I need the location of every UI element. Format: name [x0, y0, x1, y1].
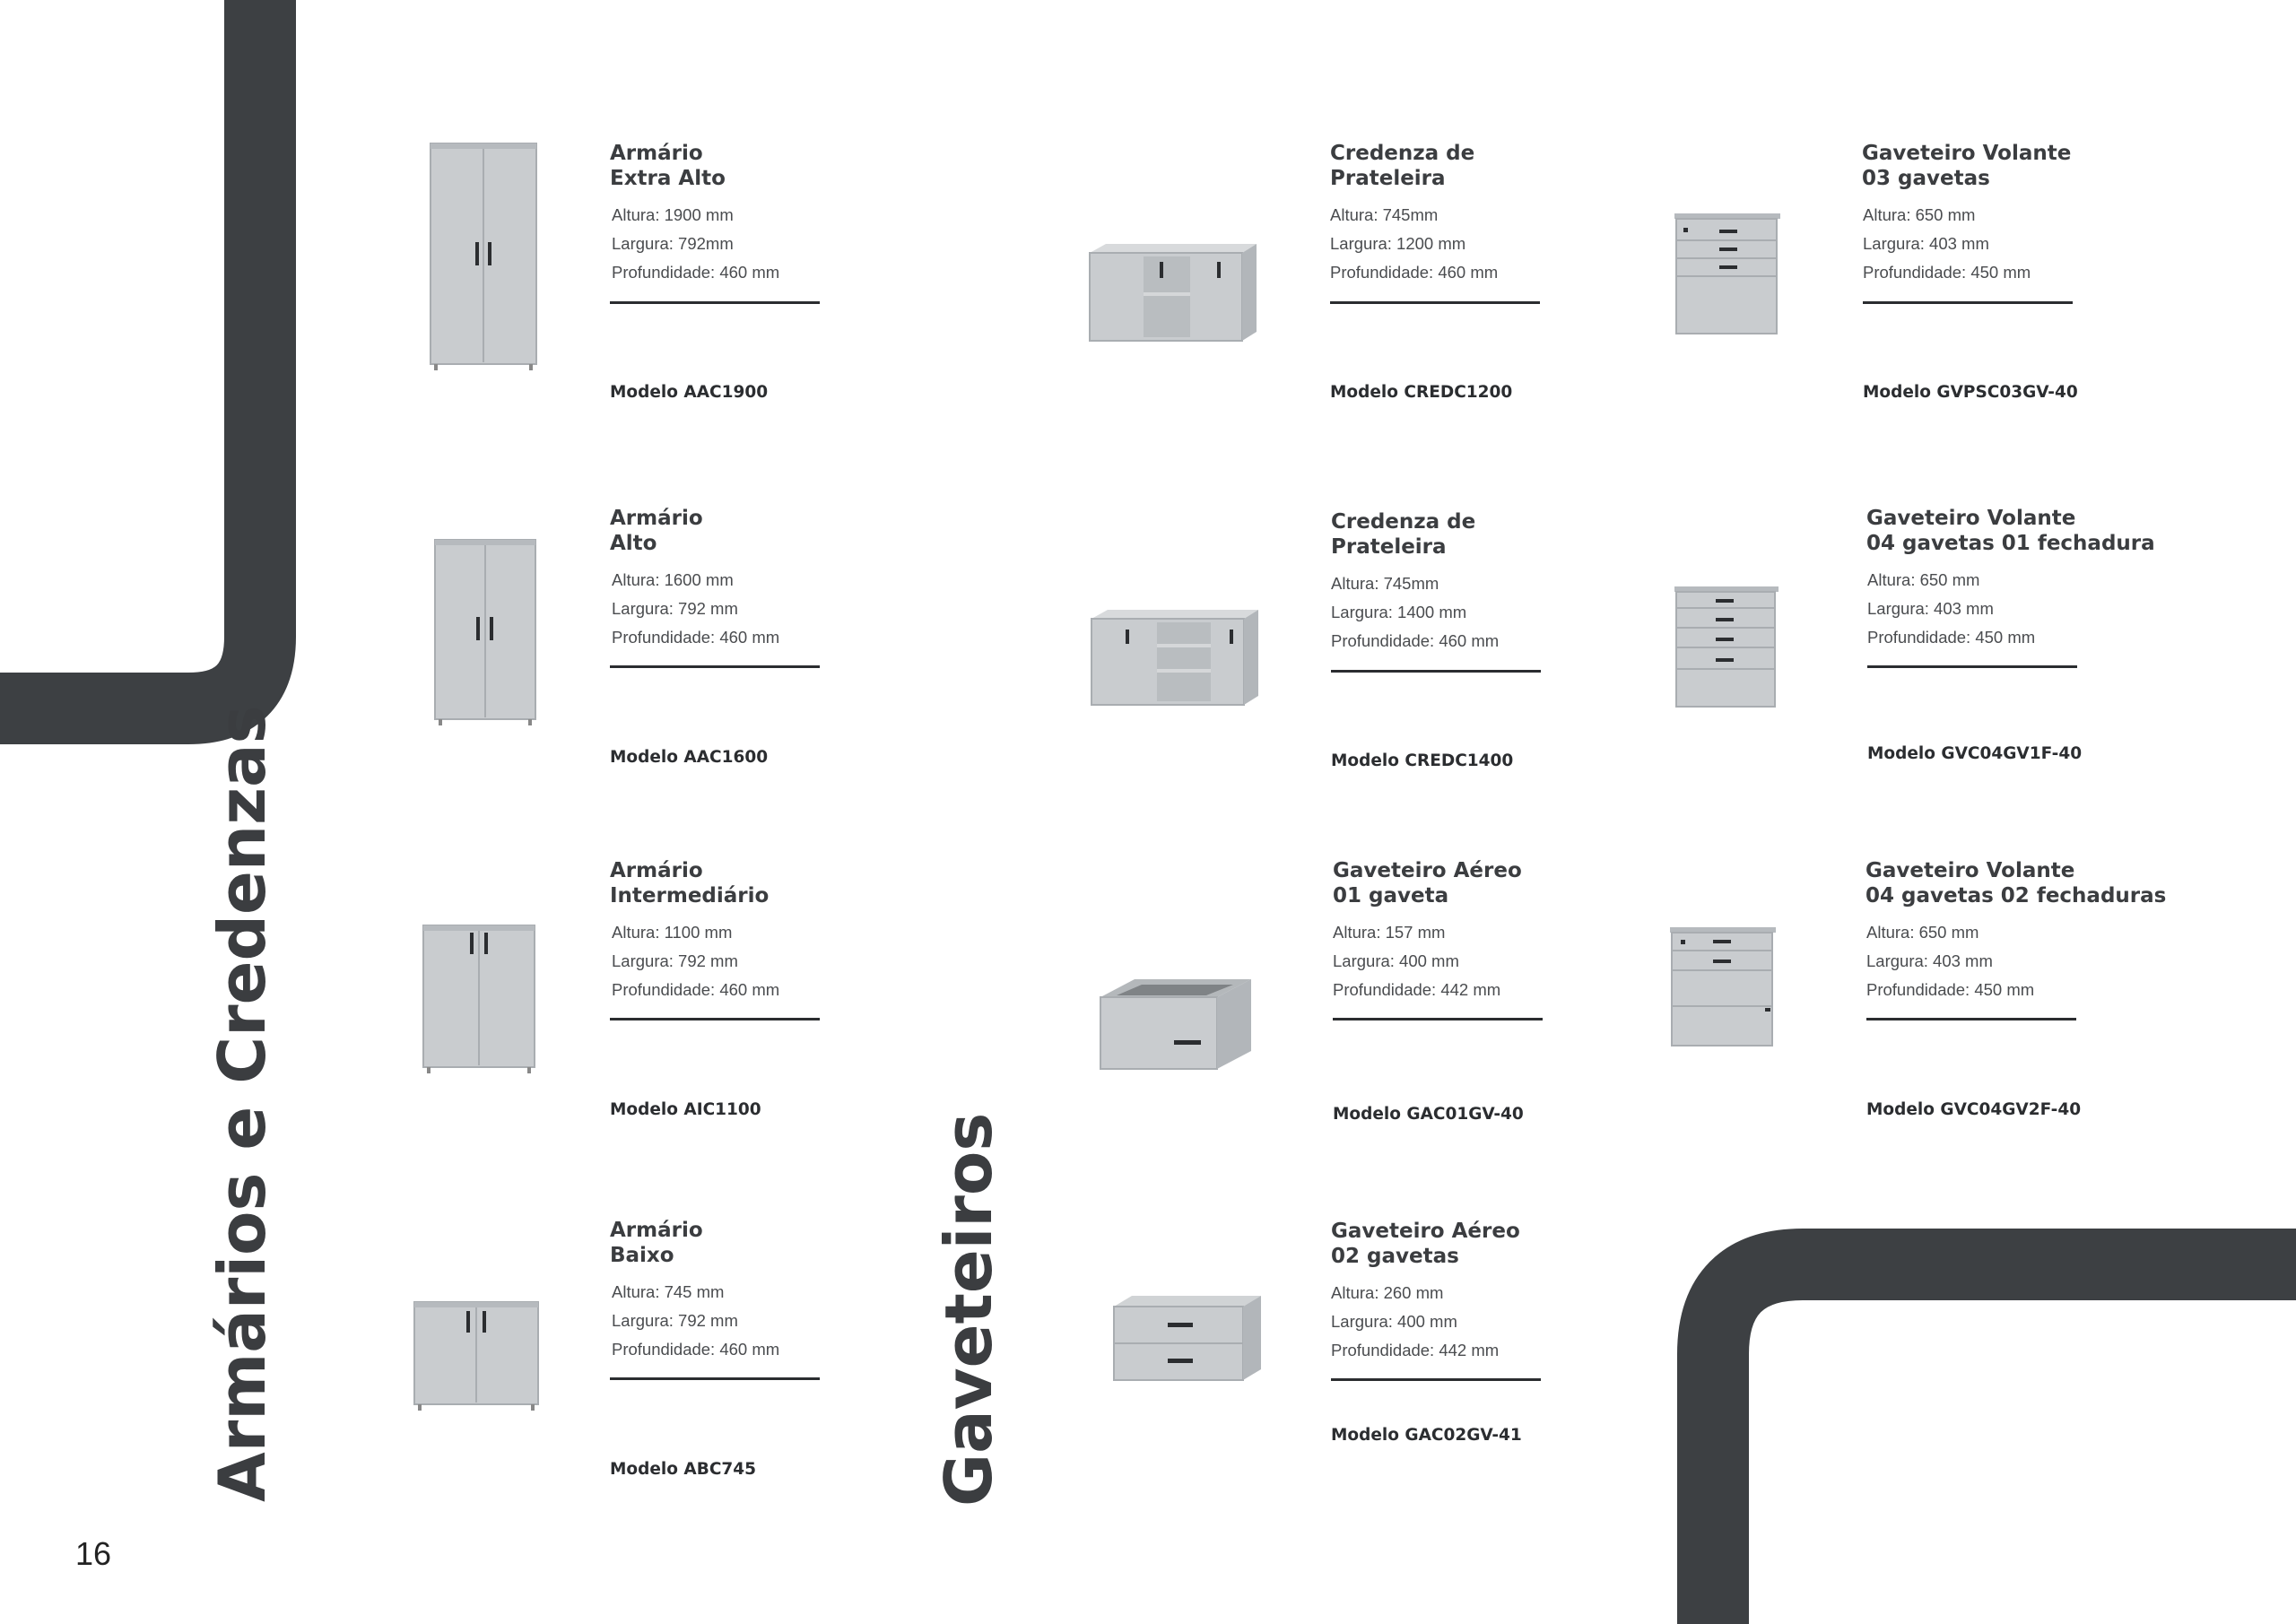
- divider: [1867, 665, 2077, 668]
- bottom-right-band: [1668, 1220, 2296, 1624]
- pedestal-icon: [1673, 208, 1785, 343]
- spec-largura: Largura: 792 mm: [612, 599, 738, 618]
- product-specs: [1331, 569, 1499, 656]
- spec-largura: Largura: 403 mm: [1863, 234, 1989, 253]
- divider: [1333, 1018, 1543, 1020]
- spec-profundidade: Profundidade: 450 mm: [1863, 263, 2031, 282]
- product-model: Modelo GAC02GV-41: [1331, 1426, 1522, 1445]
- mid-cabinet-icon: [422, 924, 540, 1078]
- spec-largura: Largura: 400 mm: [1333, 951, 1459, 970]
- spec-largura: Largura: 1400 mm: [1331, 603, 1467, 621]
- spec-largura: Largura: 792 mm: [612, 1311, 738, 1330]
- product-specs: [1863, 201, 2031, 287]
- divider: [1331, 670, 1541, 673]
- product-specs: [1331, 1279, 1499, 1365]
- product-specs: [612, 566, 779, 652]
- spec-altura: Altura: 1100 mm: [612, 923, 733, 942]
- spec-altura: Altura: 1600 mm: [612, 570, 734, 589]
- product-model: Modelo GVC04GV1F-40: [1867, 744, 2083, 763]
- divider: [1331, 1378, 1541, 1381]
- spec-altura: Altura: 745 mm: [612, 1282, 725, 1301]
- divider: [610, 301, 820, 304]
- spec-altura: Altura: 650 mm: [1863, 205, 1976, 224]
- spec-altura: Altura: 745mm: [1330, 205, 1439, 224]
- product-title: Credenza de Prateleira: [1330, 142, 1475, 190]
- divider: [1330, 301, 1540, 304]
- drawer-unit-icon: [1099, 977, 1256, 1076]
- high-cabinet-icon: [433, 538, 541, 728]
- spec-profundidade: Profundidade: 460 mm: [612, 263, 780, 282]
- product-specs: [1330, 201, 1498, 287]
- product-model: Modelo CREDC1400: [1331, 751, 1514, 770]
- product-model: Modelo GVC04GV2F-40: [1866, 1100, 2082, 1119]
- product-title: Credenza de Prateleira: [1331, 510, 1476, 559]
- divider: [1866, 1018, 2076, 1020]
- tall-cabinet-icon: [429, 142, 541, 373]
- product-specs: [1867, 566, 2035, 652]
- product-title: Gaveteiro Aéreo 01 gaveta: [1333, 859, 1522, 908]
- product-model: Modelo CREDC1200: [1330, 383, 1513, 402]
- spec-profundidade: Profundidade: 450 mm: [1866, 980, 2035, 999]
- product-specs: [612, 201, 779, 287]
- spec-profundidade: Profundidade: 460 mm: [612, 980, 780, 999]
- product-specs: [1866, 918, 2034, 1004]
- pedestal-icon: [1673, 583, 1782, 717]
- spec-altura: Altura: 650 mm: [1866, 923, 1979, 942]
- divider: [610, 665, 820, 668]
- drawer-unit-icon: [1112, 1294, 1263, 1384]
- product-title: Gaveteiro Volante 04 gavetas 02 fechaduras: [1866, 859, 2167, 908]
- spec-profundidade: Profundidade: 460 mm: [1330, 263, 1499, 282]
- spec-profundidade: Profundidade: 442 mm: [1333, 980, 1501, 999]
- spec-altura: Altura: 157 mm: [1333, 923, 1446, 942]
- pedestal-icon: [1668, 924, 1780, 1051]
- spec-profundidade: Profundidade: 442 mm: [1331, 1341, 1500, 1359]
- spec-profundidade: Profundidade: 460 mm: [612, 1340, 780, 1359]
- spec-largura: Largura: 400 mm: [1331, 1312, 1457, 1331]
- spec-altura: Altura: 1900 mm: [612, 205, 734, 224]
- product-title: Armário Intermediário: [610, 859, 770, 908]
- product-title: Armário Alto: [610, 507, 703, 555]
- product-title: Armário Extra Alto: [610, 142, 726, 190]
- product-model: Modelo AIC1100: [610, 1100, 761, 1119]
- product-title: Armário Baixo: [610, 1219, 703, 1267]
- spec-altura: Altura: 650 mm: [1867, 570, 1980, 589]
- spec-largura: Largura: 403 mm: [1867, 599, 1994, 618]
- spec-profundidade: Profundidade: 460 mm: [1331, 631, 1500, 650]
- spec-largura: Largura: 1200 mm: [1330, 234, 1466, 253]
- low-cabinet-icon: [413, 1300, 543, 1415]
- product-model: Modelo AAC1600: [610, 748, 769, 767]
- divider: [610, 1377, 820, 1380]
- product-title: Gaveteiro Volante 03 gavetas: [1862, 142, 2072, 190]
- spec-profundidade: Profundidade: 450 mm: [1867, 628, 2036, 647]
- product-model: Modelo ABC745: [610, 1460, 757, 1479]
- spec-altura: Altura: 745mm: [1331, 574, 1439, 593]
- page-number: 16: [75, 1535, 112, 1572]
- product-title: Gaveteiro Volante 04 gavetas 01 fechadura: [1866, 507, 2155, 555]
- product-model: Modelo AAC1900: [610, 383, 769, 402]
- product-model: Modelo GAC01GV-40: [1333, 1105, 1524, 1124]
- spec-largura: Largura: 792mm: [612, 234, 734, 253]
- top-left-band: [0, 0, 305, 744]
- product-specs: [612, 1278, 779, 1364]
- spec-profundidade: Profundidade: 460 mm: [612, 628, 780, 647]
- product-specs: [612, 918, 779, 1004]
- spec-altura: Altura: 260 mm: [1331, 1283, 1444, 1302]
- product-model: Modelo GVPSC03GV-40: [1863, 383, 2078, 402]
- divider: [610, 1018, 820, 1020]
- spec-largura: Largura: 403 mm: [1866, 951, 1993, 970]
- product-specs: [1333, 918, 1500, 1004]
- divider: [1863, 301, 2073, 304]
- credenza-icon: [1090, 608, 1260, 714]
- product-title: Gaveteiro Aéreo 02 gavetas: [1331, 1220, 1520, 1268]
- spec-largura: Largura: 792 mm: [612, 951, 738, 970]
- credenza-icon: [1088, 242, 1258, 350]
